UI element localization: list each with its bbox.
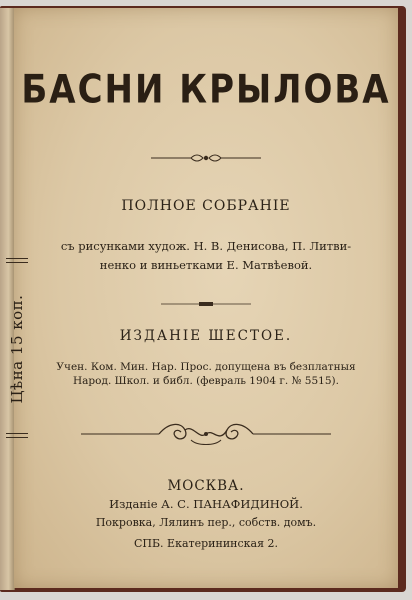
illustrators-credit xyxy=(14,237,398,275)
price-text: Цѣна 15 коп. xyxy=(8,294,26,404)
edition: ИЗДАНIЕ ШЕСТОЕ. xyxy=(119,328,293,344)
book-title: БАСНИ КРЫЛОВА xyxy=(21,67,391,113)
approval-note xyxy=(14,360,398,388)
illustrators-line-2: ненко и виньетками Е. Матвѣевой. xyxy=(99,258,313,272)
imprint-publisher: Изданiе А. С. ПАНАФИДИНОЙ. xyxy=(109,497,303,511)
imprint-address: Покровка, Лялинъ пер., собств. домъ. xyxy=(95,516,317,529)
approval-line-2: Народ. Школ. и библ. (февраль 1904 г. № 5515). xyxy=(73,375,339,387)
subtitle: ПОЛНОЕ СОБРАНIЕ xyxy=(121,198,291,214)
price-label xyxy=(4,258,32,438)
title-page xyxy=(8,8,398,588)
imprint-city: МОСКВА. xyxy=(167,478,245,494)
scroll-ornament-icon xyxy=(14,420,398,448)
illustrators-line-1: съ рисунками худож. Н. В. Денисова, П. Литви- xyxy=(60,239,352,253)
flourish-ornament-icon xyxy=(14,151,398,165)
approval-line-1: Учен. Ком. Мин. Нар. Прос. допущена въ безплатныя xyxy=(56,361,356,373)
imprint-branch: СПБ. Екатерининская 2. xyxy=(133,537,279,550)
rule-ornament-icon xyxy=(14,300,398,308)
